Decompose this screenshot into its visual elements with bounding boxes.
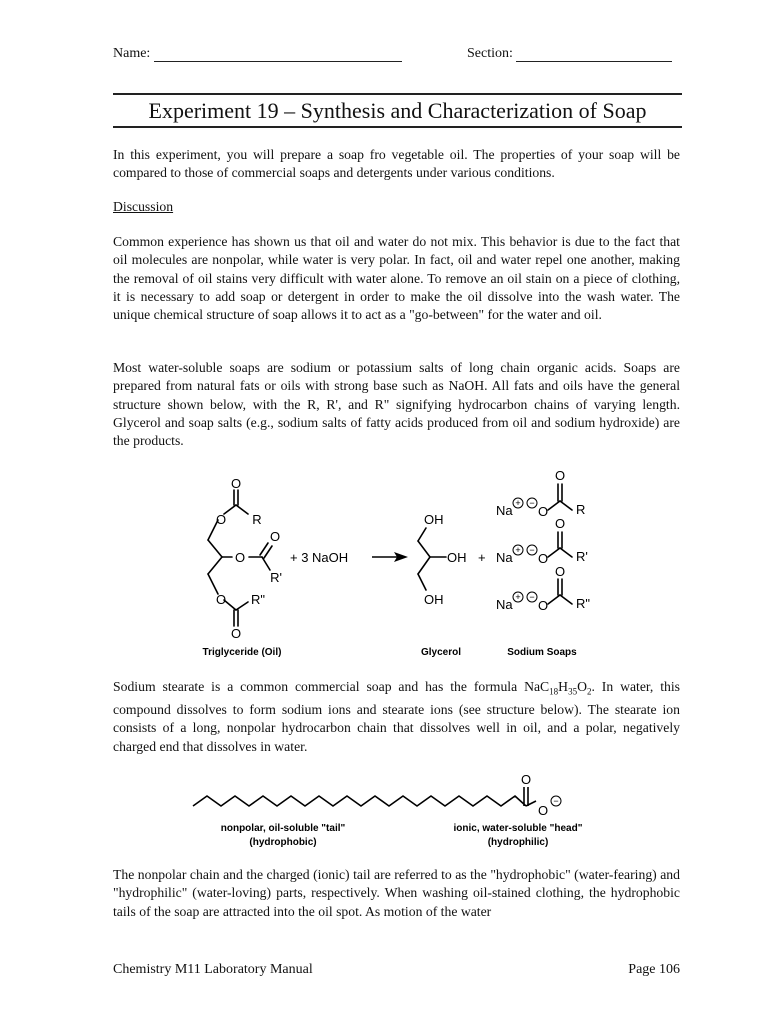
section-blank[interactable] [516, 47, 672, 62]
reaction-atom: O [554, 516, 566, 531]
discussion-heading: Discussion [113, 199, 174, 214]
section-field[interactable] [467, 46, 672, 62]
reaction-atom: O [230, 476, 242, 491]
reaction-atom: O [538, 551, 549, 566]
reaction-atom: O [269, 529, 281, 544]
reaction-cation: Na [496, 503, 513, 518]
reaction-atom: O [215, 512, 227, 527]
reaction-group: OH [424, 592, 444, 607]
page-title: Experiment 19 – Synthesis and Characterization of Soap [113, 93, 682, 128]
discussion-paragraph-1: Common experience has shown us that oil and water do not mix. This behavior is due to the fact that oil molecules are nonpolar, while water is very polar. In fact, oil and water repel one another, making the removal of oil stains very difficult with water alone. To remove an oil stain on a piece of clothing, it is necessary to add soap or detergent in order to make the oil dissolve into the wash water. The unique chemical structure of soap allows it to act as a "go-between" for the water and oil. [113, 234, 680, 323]
negative-charge: − [529, 592, 535, 602]
name-blank[interactable] [154, 47, 402, 62]
negative-charge: − [529, 498, 535, 508]
sodium-stearate-paragraph: Sodium stearate is a common commercial soap and has the formula $NaC_{18}H_{35}O_2$. In water, this compound dissolves to form sodium ions and stearate ions (see structure below). The stearate ion consists of a long, nonpolar hydrocarbon chain that dissolves well in oil, and a polar, negatively charged end that dissolves in water. [113, 679, 681, 754]
reaction-group: R [252, 512, 262, 527]
stearate-atom: O [538, 803, 549, 818]
name-field[interactable] [113, 46, 402, 62]
saponification-reaction-diagram [0, 460, 770, 660]
reaction-cation: Na [496, 597, 513, 612]
reaction-atom: O [215, 592, 227, 607]
reaction-group: R" [576, 596, 591, 611]
tail-label: nonpolar, oil-soluble "tail" [220, 823, 346, 834]
reaction-plus: + [478, 550, 486, 565]
reaction-cation: Na [496, 550, 513, 565]
section-label: Section: [467, 46, 513, 61]
hydrocarbon-chain [193, 796, 526, 806]
negative-charge: − [529, 545, 535, 555]
reaction-atom: O [230, 626, 242, 641]
hydrophobic-paragraph: The nonpolar chain and the charged (ionic) tail are referred to as the "hydrophobic" (water-fearing) and "hydrophilic" (water-loving) parts, respectively. When washing oil-stained clothing, the hydrophobic tails of the soap are attracted into the oil spot. As motion of the water [113, 867, 680, 919]
stearate-structure-diagram [0, 760, 770, 855]
intro-paragraph: In this experiment, you will prepare a soap fro vegetable oil. The properties of your soap will be compared to those of commercial soaps and detergents under various conditions. [113, 147, 680, 181]
reaction-group: OH [447, 550, 467, 565]
label-sodium-soaps: Sodium Soaps [507, 647, 577, 658]
discussion-paragraph-2: Most water-soluble soaps are sodium or potassium salts of long chain organic acids. Soaps are prepared from natural fats or oils with strong base such as NaOH. All fats and oils have the general structure shown below, with the R, R', and R" signifying hydrocarbon chains of varying length. Glycerol and soap salts (e.g., sodium salts of fatty acids produced from oil and sodium hydroxide) are the products. [113, 360, 680, 449]
reaction-atom: O [554, 564, 566, 579]
negative-charge: − [553, 796, 559, 806]
label-glycerol: Glycerol [420, 647, 462, 658]
head-label: ionic, water-soluble "head" [453, 823, 583, 834]
name-label: Name: [113, 46, 151, 61]
stearate-atom: O [520, 772, 532, 787]
reaction-group: R" [250, 592, 266, 607]
tail-sublabel: (hydrophobic) [249, 837, 317, 848]
head-sublabel: (hydrophilic) [487, 837, 549, 848]
positive-charge: + [515, 592, 521, 602]
reaction-group: R' [576, 549, 588, 564]
positive-charge: + [515, 498, 521, 508]
reaction-reagent: + 3 NaOH [290, 550, 349, 565]
reaction-atom: O [538, 598, 549, 613]
reaction-atom: O [554, 468, 566, 483]
reaction-group: R' [270, 570, 282, 585]
footer-page-number: Page 106 [628, 962, 680, 977]
reaction-group: R [576, 502, 586, 517]
footer-manual-title: Chemistry M11 Laboratory Manual [113, 962, 313, 977]
reaction-atom: O [234, 550, 246, 565]
reaction-atom: O [538, 504, 549, 519]
reaction-group: OH [424, 512, 444, 527]
label-triglyceride: Triglyceride (Oil) [202, 647, 282, 658]
positive-charge: + [515, 545, 521, 555]
